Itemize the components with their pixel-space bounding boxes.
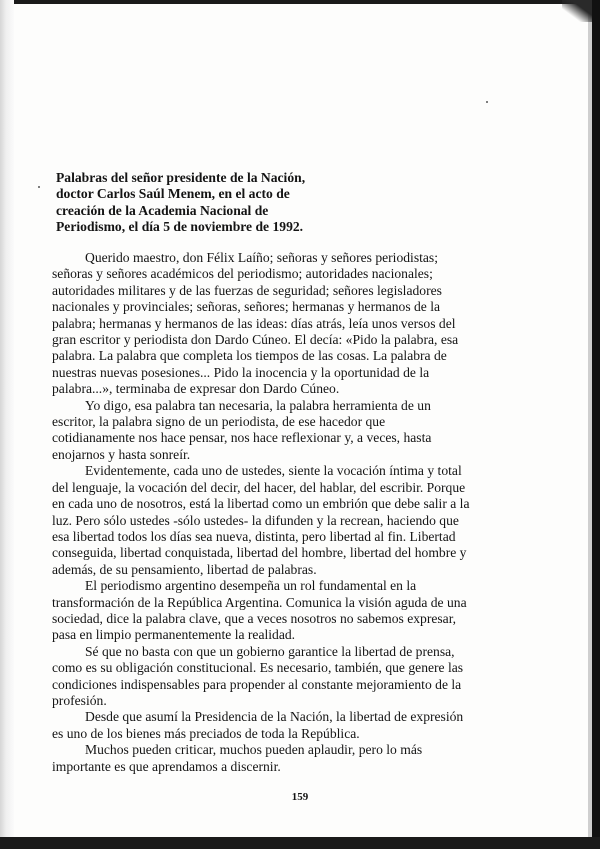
- title-line: Palabras del señor presidente de la Nación,: [56, 170, 306, 185]
- text-line: señoras y señores académicos del periodismo; autoridades nacionales;: [52, 266, 433, 282]
- text-line: escritor, la palabra signo de un periodista, de ese hacedor que: [52, 414, 386, 430]
- text-line: gran escritor y periodista don Dardo Cúneo. El decía: «Pido la palabra, esa: [52, 332, 459, 348]
- text-line: Querido maestro, don Félix Laíño; señoras y señores periodistas;: [85, 250, 438, 265]
- text-line: cotidianamente nos hace pensar, nos hace reflexionar y, a veces, hasta: [52, 430, 432, 446]
- text-line: palabra; hermanas y hermanos de las ideas: días atrás, leía unos versos del: [52, 315, 456, 331]
- scan-speck: [38, 186, 40, 188]
- page-number: 159: [291, 791, 309, 803]
- text-line: en cada uno de nosotros, está la libertad como un embrión que debe salir a la: [52, 496, 470, 512]
- text-line: Desde que asumí la Presidencia de la Nación, la libertad de expresión: [85, 709, 464, 725]
- paragraph: [52, 250, 500, 398]
- text-line: pasa en limpio permanentemente la realidad.: [52, 627, 296, 643]
- title-line: Periodismo, el día 5 de noviembre de 1992.: [56, 219, 304, 235]
- text-line: nuestras nuevas posesiones... Pido la inocencia y la oportunidad de la: [52, 364, 430, 380]
- text-line: Evidentemente, cada uno de ustedes, siente la vocación íntima y total: [85, 463, 462, 479]
- text-line: palabra. La palabra que completa los tiempos de las cosas. La palabra de: [52, 348, 447, 364]
- paragraph: [52, 463, 500, 578]
- paragraph: [52, 742, 500, 775]
- scan-edge-bottom: [0, 837, 600, 849]
- text-line: conseguida, libertad conquistada, libertad del hombre, libertad del hombre y: [52, 545, 467, 561]
- speech-title: [56, 170, 346, 236]
- scan-edge-right: [592, 0, 600, 849]
- text-line: Muchos pueden criticar, muchos pueden aplaudir, pero lo más: [85, 742, 423, 758]
- text-line: además, de su pensamiento, libertad de palabras.: [52, 561, 317, 577]
- text-line: El periodismo argentino desempeña un rol fundamental en la: [85, 578, 417, 594]
- text-line: importante es que aprendamos a discernir.: [52, 758, 281, 774]
- paragraph: [52, 644, 500, 710]
- text-line: autoridades militares y de las fuerzas de seguridad; señores legisladores: [52, 282, 442, 298]
- text-line: es uno de los bienes más preciados de toda la República.: [52, 725, 360, 741]
- text-line: del lenguaje, la vocación del decir, del hacer, del hablar, del escribir. Porque: [52, 479, 466, 495]
- scan-edge-top: [0, 0, 600, 4]
- text-line: sociedad, dice la palabra clave, que a veces nosotros no sabemos expresar,: [52, 610, 457, 626]
- text-line: Yo digo, esa palabra tan necesaria, la palabra herramienta de un: [85, 397, 431, 413]
- text-line: como es su obligación constitucional. Es necesario, también, que genere las: [52, 660, 464, 676]
- text-line: esa libertad todos los días sea nueva, distinta, pero libertad al fin. Libertad: [52, 528, 456, 544]
- title-line: doctor Carlos Saúl Menem, en el acto de: [56, 186, 290, 202]
- text-line: Sé que no basta con que un gobierno garantice la libertad de prensa,: [85, 643, 455, 659]
- scan-speck: [486, 101, 488, 103]
- text-line: profesión.: [52, 692, 107, 708]
- text-line: enojarnos y hasta sonreír.: [52, 446, 191, 462]
- text-line: palabra...», terminaba de expresar don Dardo Cúneo.: [52, 381, 340, 397]
- paragraph: [52, 578, 500, 644]
- text-line: luz. Pero sólo ustedes -sólo ustedes- la difunden y la recrean, haciendo que: [52, 512, 459, 528]
- text-line: nacionales y provinciales; señoras, señores; hermanas y hermanos de la: [52, 299, 441, 315]
- speech-body: [52, 250, 500, 775]
- title-line: creación de la Academia Nacional de: [56, 202, 269, 218]
- text-line: transformación de la República Argentina. Comunica la visión aguda de una: [52, 594, 467, 610]
- scan-corner-shadow: [562, 0, 592, 22]
- text-line: condiciones indispensables para propender al constante mejoramiento de la: [52, 676, 462, 692]
- scan-edge-left: [0, 0, 14, 849]
- paragraph: [52, 709, 500, 742]
- paragraph: [52, 398, 500, 464]
